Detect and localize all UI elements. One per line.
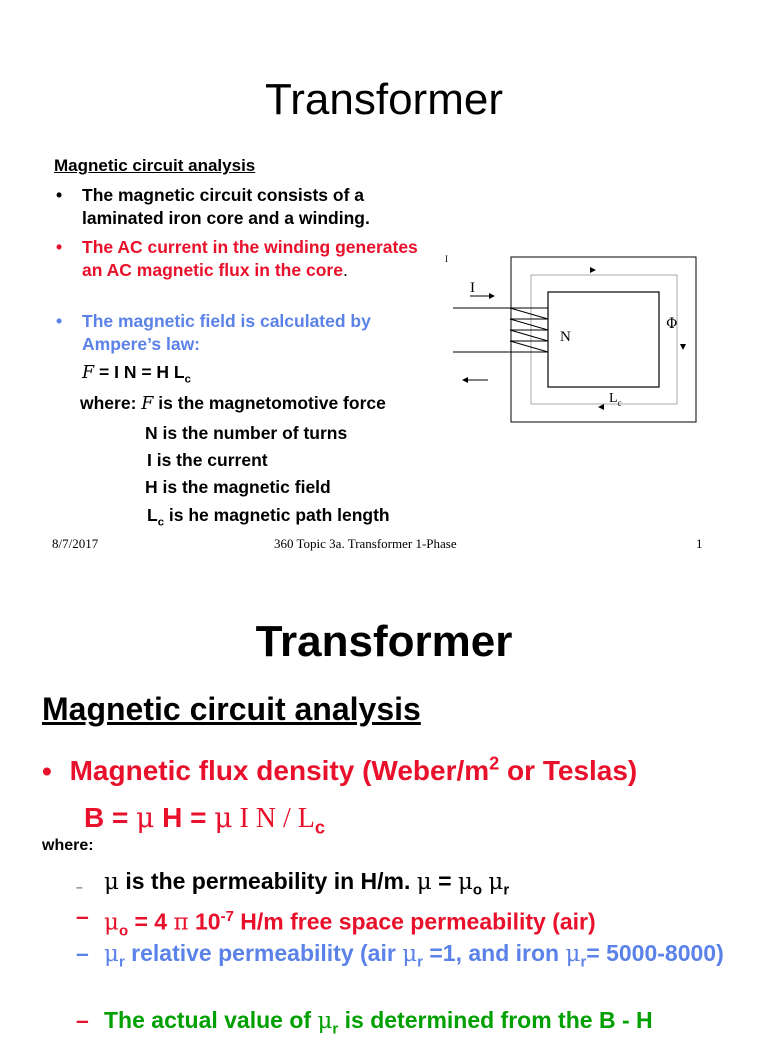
definition: H is the magnetic field: [145, 477, 331, 497]
turns-label: N: [560, 329, 571, 345]
sub-bullet-dash: –: [76, 880, 83, 894]
bullet-text: The magnetic circuit consists of a laminated iron core and a winding.: [82, 185, 370, 228]
where-line: where: F is the magnetomotive force: [80, 393, 386, 414]
diagram-tick-label: I: [445, 254, 448, 264]
slide-2: [0, 575, 768, 1038]
flux-path: [531, 275, 677, 404]
section-heading: Magnetic circuit analysis: [54, 156, 256, 175]
bullet-period: .: [342, 259, 348, 280]
bullet-marker: •: [42, 755, 52, 787]
flux-arrow-right: [680, 344, 686, 350]
magnetic-core-diagram: [440, 250, 710, 430]
section-heading: Magnetic circuit analysis: [42, 691, 421, 727]
sub-bullet-dash: –: [76, 940, 89, 966]
flux-density-equation: B = μ H = μ I N / $L_c$: [84, 801, 326, 838]
mmf-symbol: F: [82, 363, 95, 383]
definition: N is the number of turns: [145, 423, 348, 443]
bullet-text: The AC current in the winding generates an AC magnetic flux in the core: [82, 237, 418, 280]
sub-bullet: – The actual value of $\mu_r$ is determined from the B - H: [76, 1007, 653, 1038]
ampere-equation: F = I N = H $L_c$: [82, 362, 191, 386]
bullet-item: [56, 184, 426, 229]
bullet-item: [56, 310, 426, 355]
flux-arrow-top: [590, 267, 596, 273]
page-number: 1: [696, 536, 703, 551]
bullet-marker: •: [56, 185, 63, 205]
bullet-item: [56, 236, 426, 281]
bullet-text: The magnetic field is calculated by Ampere’s law:: [82, 311, 371, 354]
bullet-item: • Magnetic flux density ($Weber/m^2$ or Teslas): [42, 754, 638, 787]
length-label: $L_c$: [609, 391, 622, 408]
core-outer: [511, 257, 696, 422]
where-label: where:: [42, 837, 94, 854]
flux-arrow-bottom: [598, 404, 604, 410]
slide-title: Transformer: [255, 617, 513, 666]
slide-title: Transformer: [265, 75, 503, 124]
sub-bullet: – μ is the permeability in H/m. $\mu = \mu_o$ $\mu_r$: [76, 867, 756, 905]
bullet-marker: •: [56, 237, 63, 257]
sub-bullet: – $\mu_o = 4$ π $10^{-7}$ H/m free space permeability (air): [76, 903, 596, 940]
sub-bullet-dash: –: [76, 1007, 89, 1033]
bullet-marker: •: [56, 311, 63, 331]
current-label: I: [470, 280, 475, 296]
flux-label: Φ: [666, 316, 678, 332]
definition: I is the current: [147, 450, 268, 470]
sub-bullet: – $\mu_r$ relative permeability (air $\mu_r =1$, and iron $\mu_r= 5000-8000$): [76, 940, 724, 971]
definition: $L_c$ is he magnetic path length: [147, 505, 390, 529]
footer-date: 8/7/2017: [52, 536, 99, 551]
footer-title: 360 Topic 3a. Transformer 1-Phase: [274, 536, 457, 551]
winding-coil: [510, 308, 548, 352]
sub-bullet-dash: –: [76, 903, 89, 929]
